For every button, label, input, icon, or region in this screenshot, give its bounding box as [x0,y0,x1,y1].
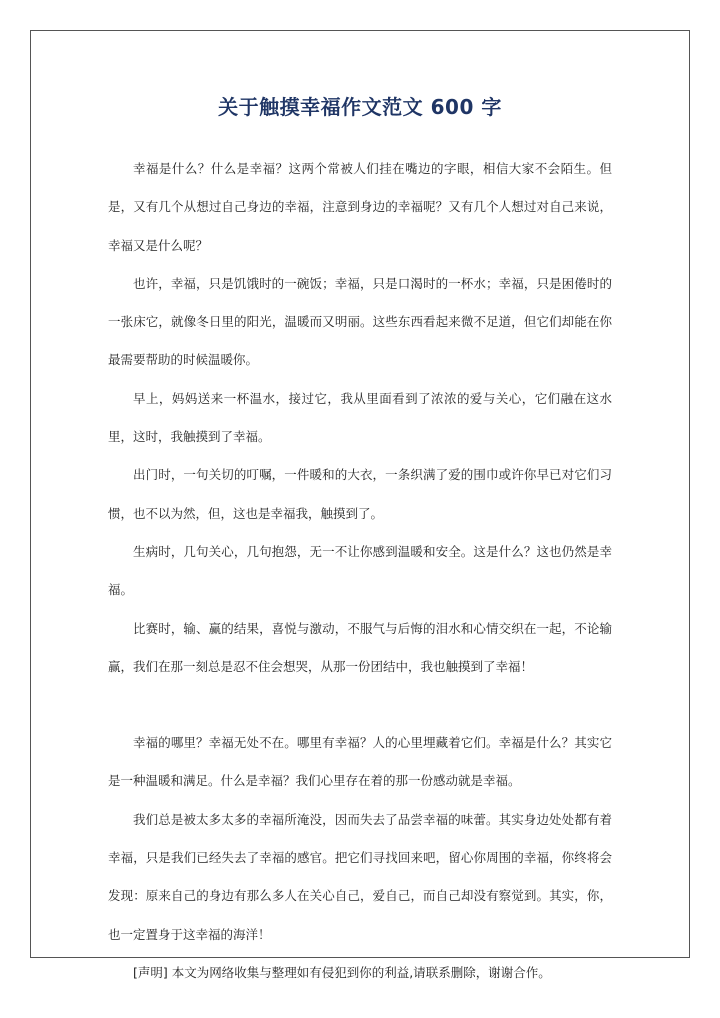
paragraph: 我们总是被太多太多的幸福所淹没，因而失去了品尝幸福的味蕾。其实身边处处都有着幸福，只是我们已经失去了幸福的感官。把它们寻找回来吧，留心你周围的幸福，你终将会发现：原来自己的身边有那么多人在关心自己，爱自己，而自己却没有察觉到。其实，你，也一定置身于这幸福的海洋！ [108,811,612,942]
paragraph: 也许，幸福，只是饥饿时的一碗饭；幸福，只是口渴时的一杯水；幸福，只是困倦时的一张床它，就像冬日里的阳光，温暖而又明丽。这些东西看起来微不足道，但它们却能在你最需要帮助的时候温暖你。 [108,275,612,368]
document-title: 关于触摸幸福作文范文 600 字 [218,95,502,119]
paragraph: 生病时，几句关心，几句抱怨，无一不让你感到温暖和安全。这是什么？这也仍然是幸福。 [108,543,612,598]
paragraph: 幸福是什么？什么是幸福？这两个常被人们挂在嘴边的字眼，相信大家不会陌生。但是，又有几个从想过自己身边的幸福，注意到身边的幸福呢？又有几个人想过对自己来说，幸福又是什么呢？ [108,161,612,253]
paragraph: 早上，妈妈送来一杯温水，接过它，我从里面看到了浓浓的爱与关心，它们融在这水里，这时，我触摸到了幸福。 [108,390,612,445]
disclaimer: [声明] 本文为网络收集与整理如有侵犯到你的利益,请联系删除，谢谢合作。 [133,964,551,980]
paragraph: 比赛时，输、赢的结果，喜悦与激动，不服气与后悔的泪水和心情交织在一起，不论输赢，我们在那一刻总是忍不住会想哭，从那一份团结中，我也触摸到了幸福！ [108,620,612,674]
paragraph: 幸福的哪里？幸福无处不在。哪里有幸福？人的心里埋藏着它们。幸福是什么？其实它是一种温暖和满足。什么是幸福？我们心里存在着的那一份感动就是幸福。 [108,735,612,789]
paragraph: 出门时，一句关切的叮嘱，一件暖和的大衣，一条织满了爱的围巾或许你早已对它们习惯，也不以为然，但，这也是幸福我，触摸到了。 [108,467,612,521]
paragraph-gap [108,686,612,724]
document-body [108,150,612,992]
